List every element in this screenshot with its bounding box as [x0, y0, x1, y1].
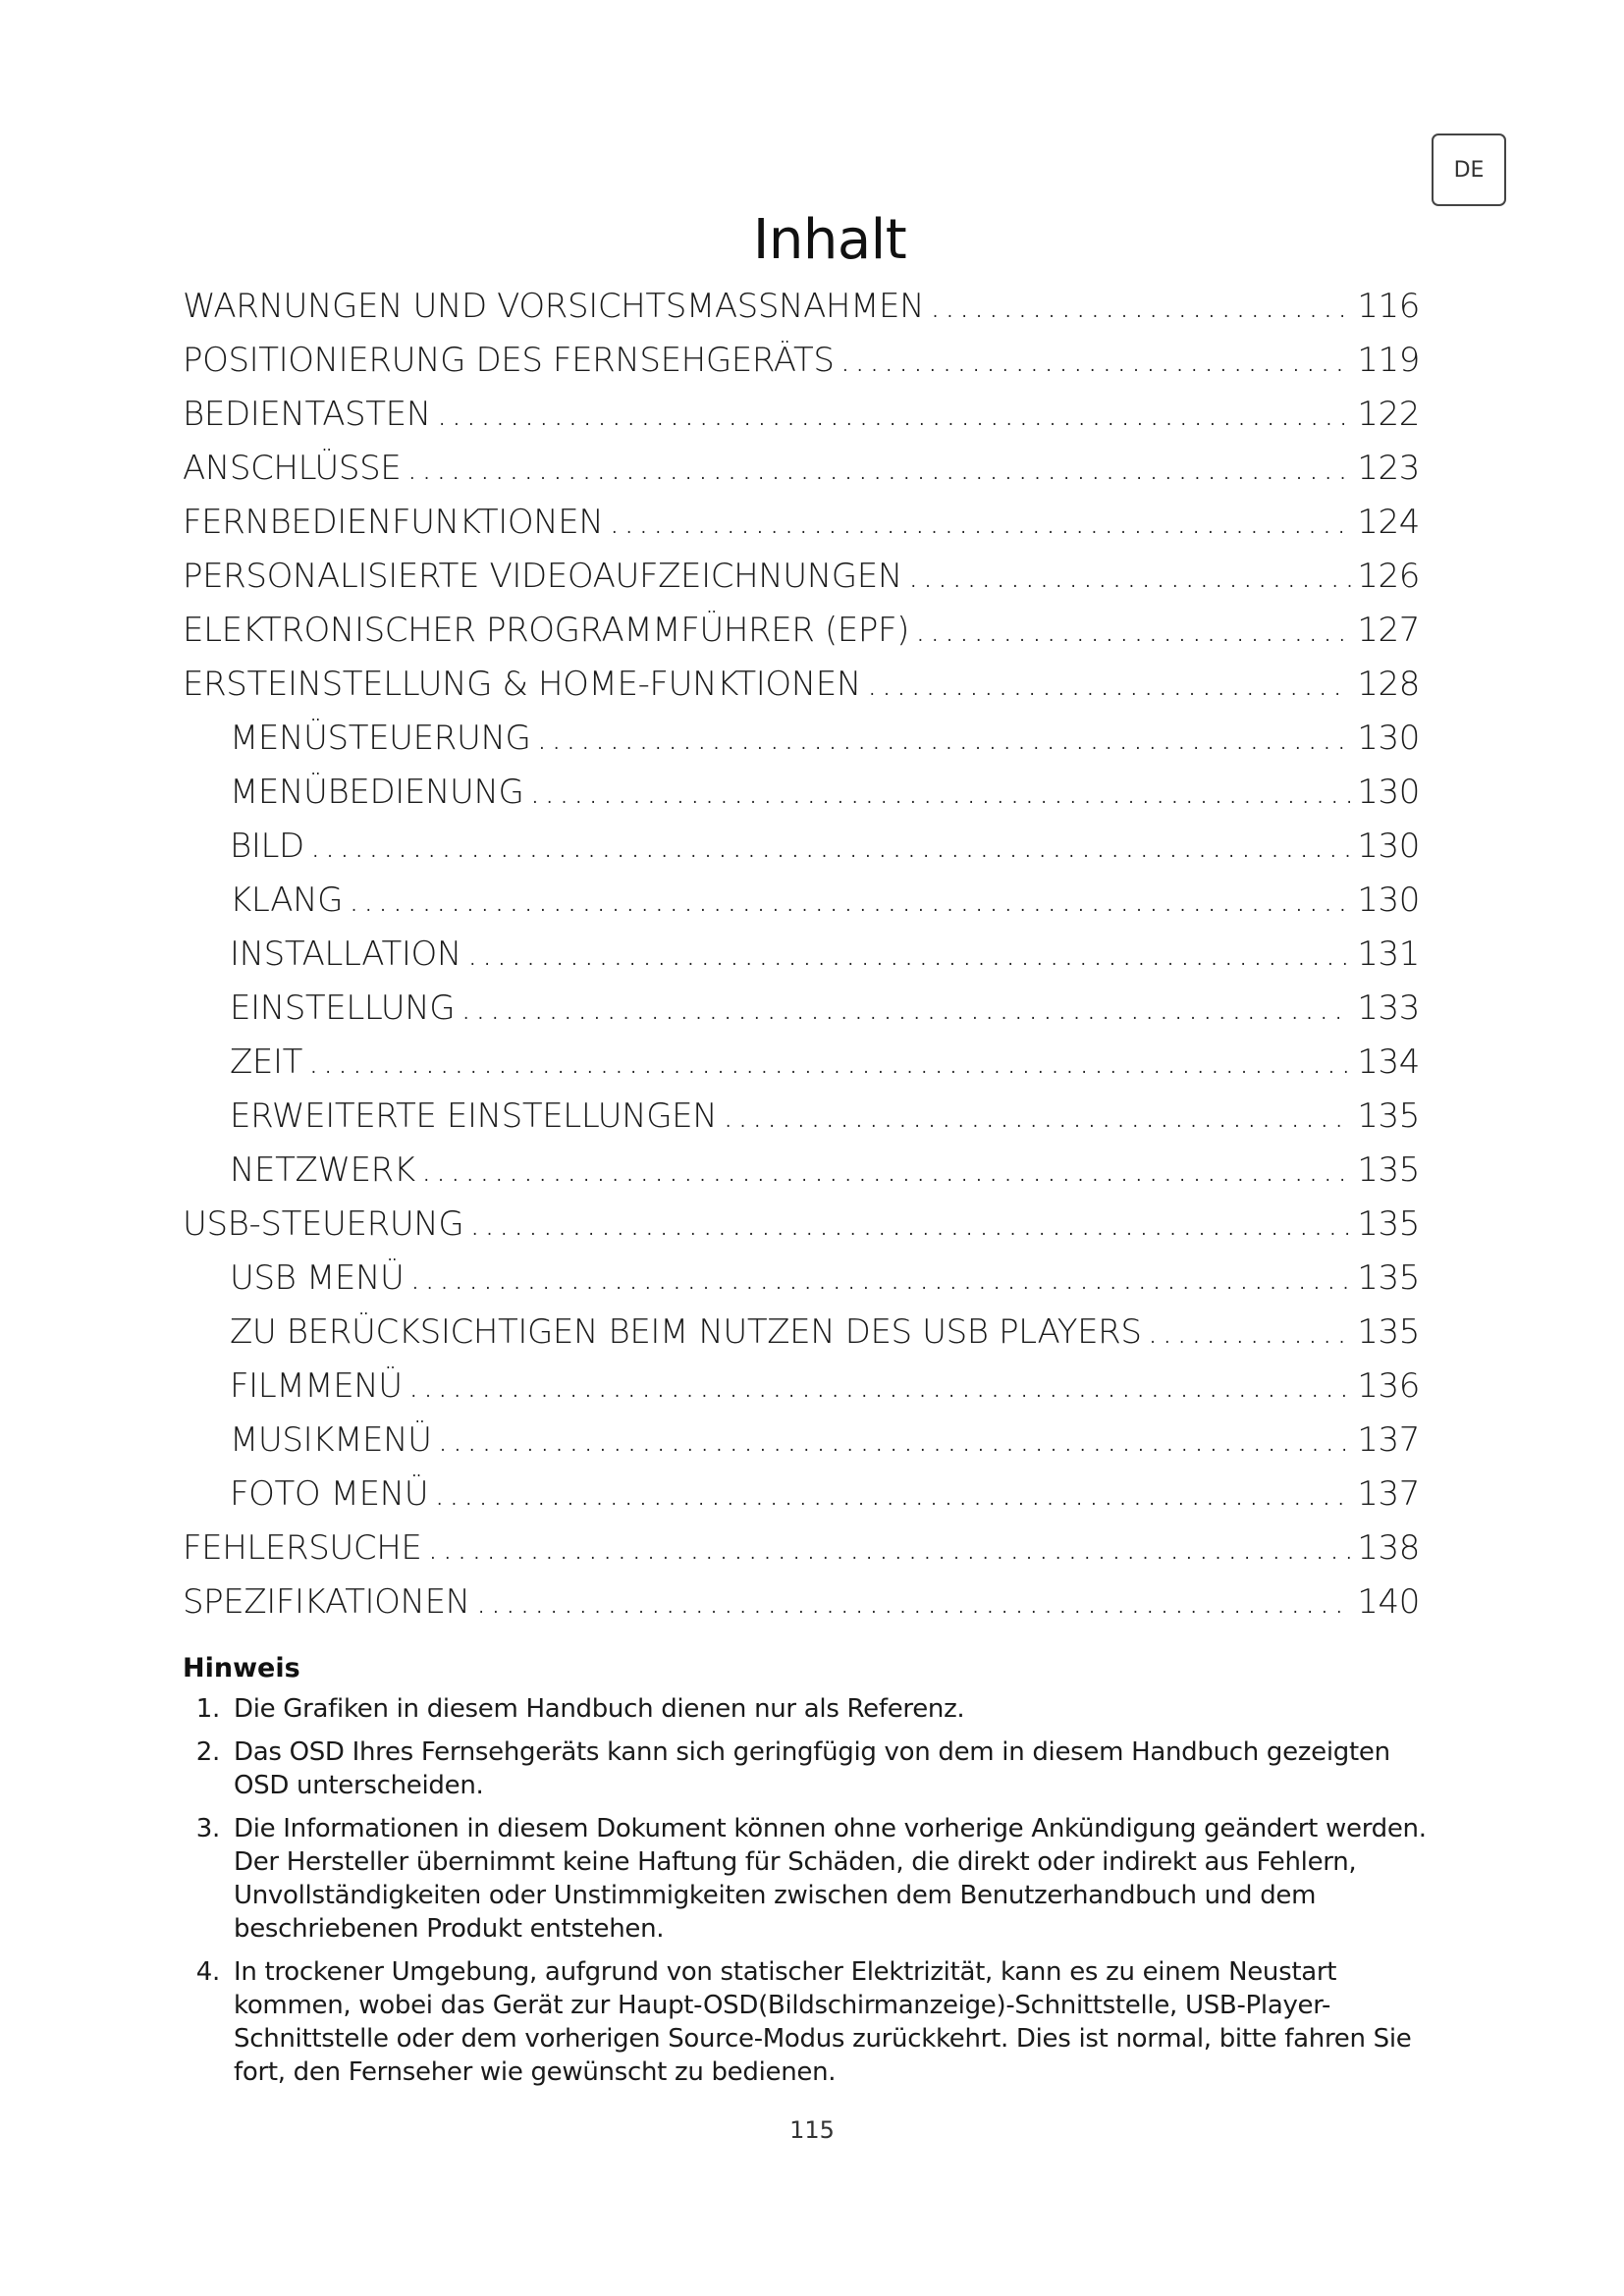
note-item [183, 1955, 1430, 2089]
toc-leader-dots [428, 1528, 1352, 1568]
toc-entry[interactable] [183, 873, 1420, 927]
toc-entry[interactable] [183, 549, 1420, 603]
toc-entry[interactable] [183, 1521, 1420, 1575]
toc-entry-label: FERNBEDIENFUNKTIONEN [183, 502, 604, 542]
toc-entry-page: 128 [1357, 664, 1420, 704]
toc-entry-page: 136 [1357, 1365, 1420, 1406]
note-text: In trockener Umgebung, aufgrund von statischer Elektrizität, kann es zu einem Neustart kommen, wobei das Gerät zur Haupt-OSD(Bildschirmanzeige)-Schnittstelle, USB-Player-Schnittstelle oder dem vorherigen Source-Modus zurückkehrt. Dies ist normal, bitte fahren Sie fort, den Fernseher wie gewünscht zu bedienen. [234, 1957, 1412, 2087]
toc-leader-dots [409, 1258, 1351, 1298]
toc-leader-dots [421, 1150, 1351, 1190]
toc-entry-page: 138 [1357, 1527, 1420, 1568]
note-heading: Hinweis [183, 1653, 300, 1683]
note-item [183, 1735, 1430, 1802]
toc-entry-page: 130 [1357, 718, 1420, 758]
toc-leader-dots [867, 665, 1351, 704]
toc-entry[interactable] [183, 495, 1420, 549]
toc-leader-dots [349, 881, 1351, 920]
toc-leader-dots [908, 557, 1351, 596]
toc-entry[interactable] [183, 279, 1420, 333]
note-item [183, 1812, 1430, 1946]
toc-entry-label: ELEKTRONISCHER PROGRAMMFÜHRER (EPF) [183, 610, 910, 650]
toc-entry-label: ERSTEINSTELLUNG & HOME-FUNKTIONEN [183, 664, 861, 704]
toc-entry-page: 140 [1357, 1581, 1420, 1622]
toc-entry-label: FILMMENÜ [230, 1365, 403, 1406]
toc-leader-dots [930, 287, 1351, 326]
toc-leader-dots [529, 773, 1351, 812]
toc-leader-dots [437, 395, 1352, 434]
toc-entry[interactable] [183, 1089, 1420, 1143]
toc-entry-page: 135 [1357, 1203, 1420, 1244]
toc-entry[interactable] [183, 1305, 1420, 1359]
note-number: 2. [195, 1737, 220, 1767]
toc-entry-label: MUSIKMENÜ [230, 1419, 432, 1460]
note-number: 4. [195, 1957, 220, 1987]
toc-entry[interactable] [183, 387, 1420, 441]
toc-entry-label: ERWEITERTE EINSTELLUNGEN [230, 1095, 718, 1136]
toc-entry[interactable] [183, 657, 1420, 711]
toc-entry-label: POSITIONIERUNG DES FERNSEHGERÄTS [183, 340, 835, 380]
toc-entry-page: 130 [1357, 826, 1420, 866]
toc-leader-dots [476, 1582, 1352, 1622]
toc-entry-label: BILD [230, 826, 304, 866]
toc-entry[interactable] [183, 819, 1420, 873]
toc-entry-page: 135 [1357, 1149, 1420, 1190]
toc-entry[interactable] [183, 927, 1420, 981]
toc-entry[interactable] [183, 1359, 1420, 1413]
toc-entry-page: 130 [1357, 772, 1420, 812]
toc-entry-page: 133 [1357, 988, 1420, 1028]
toc-entry-label: FOTO MENÜ [230, 1473, 429, 1514]
toc-entry-page: 126 [1357, 556, 1420, 596]
toc-entry-label: USB-STEUERUNG [183, 1203, 464, 1244]
toc-entry-page: 116 [1357, 286, 1420, 326]
toc-entry-page: 137 [1357, 1419, 1420, 1460]
toc-entry-label: ZEIT [230, 1041, 302, 1082]
toc-leader-dots [434, 1474, 1351, 1514]
toc-entry[interactable] [183, 1251, 1420, 1305]
toc-entry[interactable] [183, 603, 1420, 657]
toc-leader-dots [406, 449, 1351, 488]
note-text: Das OSD Ihres Fernsehgeräts kann sich geringfügig von dem in diesem Handbuch gezeigten OSD unterscheiden. [234, 1737, 1390, 1800]
toc-leader-dots [438, 1420, 1352, 1460]
language-badge: DE [1432, 133, 1506, 206]
toc-entry-label: USB MENÜ [230, 1257, 405, 1298]
toc-entry-page: 131 [1357, 934, 1420, 974]
toc-leader-dots [408, 1366, 1351, 1406]
toc-leader-dots [723, 1096, 1351, 1136]
toc-entry-page: 123 [1357, 448, 1420, 488]
note-item [183, 1692, 1430, 1726]
toc-entry-page: 127 [1357, 610, 1420, 650]
toc-leader-dots [310, 827, 1351, 866]
toc-leader-dots [840, 341, 1352, 380]
toc-leader-dots [469, 1204, 1351, 1244]
toc-entry-label: MENÜSTEUERUNG [230, 718, 531, 758]
toc-leader-dots [467, 934, 1351, 974]
toc-leader-dots [915, 611, 1351, 650]
toc-entry-label: NETZWERK [230, 1149, 415, 1190]
toc-entry-label: ANSCHLÜSSE [183, 448, 402, 488]
toc-leader-dots [536, 719, 1351, 758]
toc-entry[interactable] [183, 1413, 1420, 1467]
toc-entry-page: 134 [1357, 1041, 1420, 1082]
toc-entry-label: KLANG [230, 880, 344, 920]
toc-entry-page: 130 [1357, 880, 1420, 920]
toc-entry[interactable] [183, 1035, 1420, 1089]
note-text: Die Informationen in diesem Dokument können ohne vorherige Ankündigung geändert werden. Der Hersteller übernimmt keine Haftung für Schäden, die direkt oder indirekt aus Fehlern, Unvollständigkeiten oder Unstimmigkeiten zwischen dem Benutzerhandbuch und dem beschriebenen Produkt entstehen. [234, 1814, 1427, 1944]
toc-entry-page: 119 [1357, 340, 1420, 380]
toc-entry-label: INSTALLATION [230, 934, 461, 974]
toc-entry[interactable] [183, 1143, 1420, 1197]
toc-entry-page: 137 [1357, 1473, 1420, 1514]
toc-leader-dots [1148, 1312, 1352, 1352]
toc-entry[interactable] [183, 765, 1420, 819]
toc-entry[interactable] [183, 711, 1420, 765]
toc-entry-page: 124 [1357, 502, 1420, 542]
toc-entry-label: SPEZIFIKATIONEN [183, 1581, 470, 1622]
toc-entry[interactable] [183, 1197, 1420, 1251]
note-text: Die Grafiken in diesem Handbuch dienen nur als Referenz. [234, 1694, 965, 1724]
toc-entry-page: 135 [1357, 1311, 1420, 1352]
toc-entry-page: 122 [1357, 394, 1420, 434]
table-of-contents [183, 279, 1420, 1629]
toc-entry-label: EINSTELLUNG [230, 988, 456, 1028]
toc-entry-page: 135 [1357, 1257, 1420, 1298]
toc-entry-label: WARNUNGEN UND VORSICHTSMASSNAHMEN [183, 286, 925, 326]
toc-leader-dots [609, 503, 1351, 542]
toc-entry-label: FEHLERSUCHE [183, 1527, 422, 1568]
toc-entry-label: MENÜBEDIENUNG [230, 772, 524, 812]
toc-entry-label: PERSONALISIERTE VIDEOAUFZEICHNUNGEN [183, 556, 902, 596]
page-number: 115 [789, 2116, 835, 2144]
toc-entry[interactable] [183, 1575, 1420, 1629]
toc-leader-dots [308, 1042, 1351, 1082]
note-number: 3. [195, 1814, 220, 1843]
toc-entry-label: ZU BERÜCKSICHTIGEN BEIM NUTZEN DES USB PLAYERS [230, 1311, 1142, 1352]
toc-entry-page: 135 [1357, 1095, 1420, 1136]
toc-entry[interactable] [183, 1467, 1420, 1521]
toc-entry[interactable] [183, 981, 1420, 1035]
note-number: 1. [195, 1694, 220, 1724]
notes-list [183, 1692, 1430, 2099]
toc-entry[interactable] [183, 441, 1420, 495]
toc-entry-label: BEDIENTASTEN [183, 394, 431, 434]
toc-entry[interactable] [183, 333, 1420, 387]
toc-leader-dots [460, 988, 1351, 1028]
page-title: Inhalt [752, 208, 907, 272]
